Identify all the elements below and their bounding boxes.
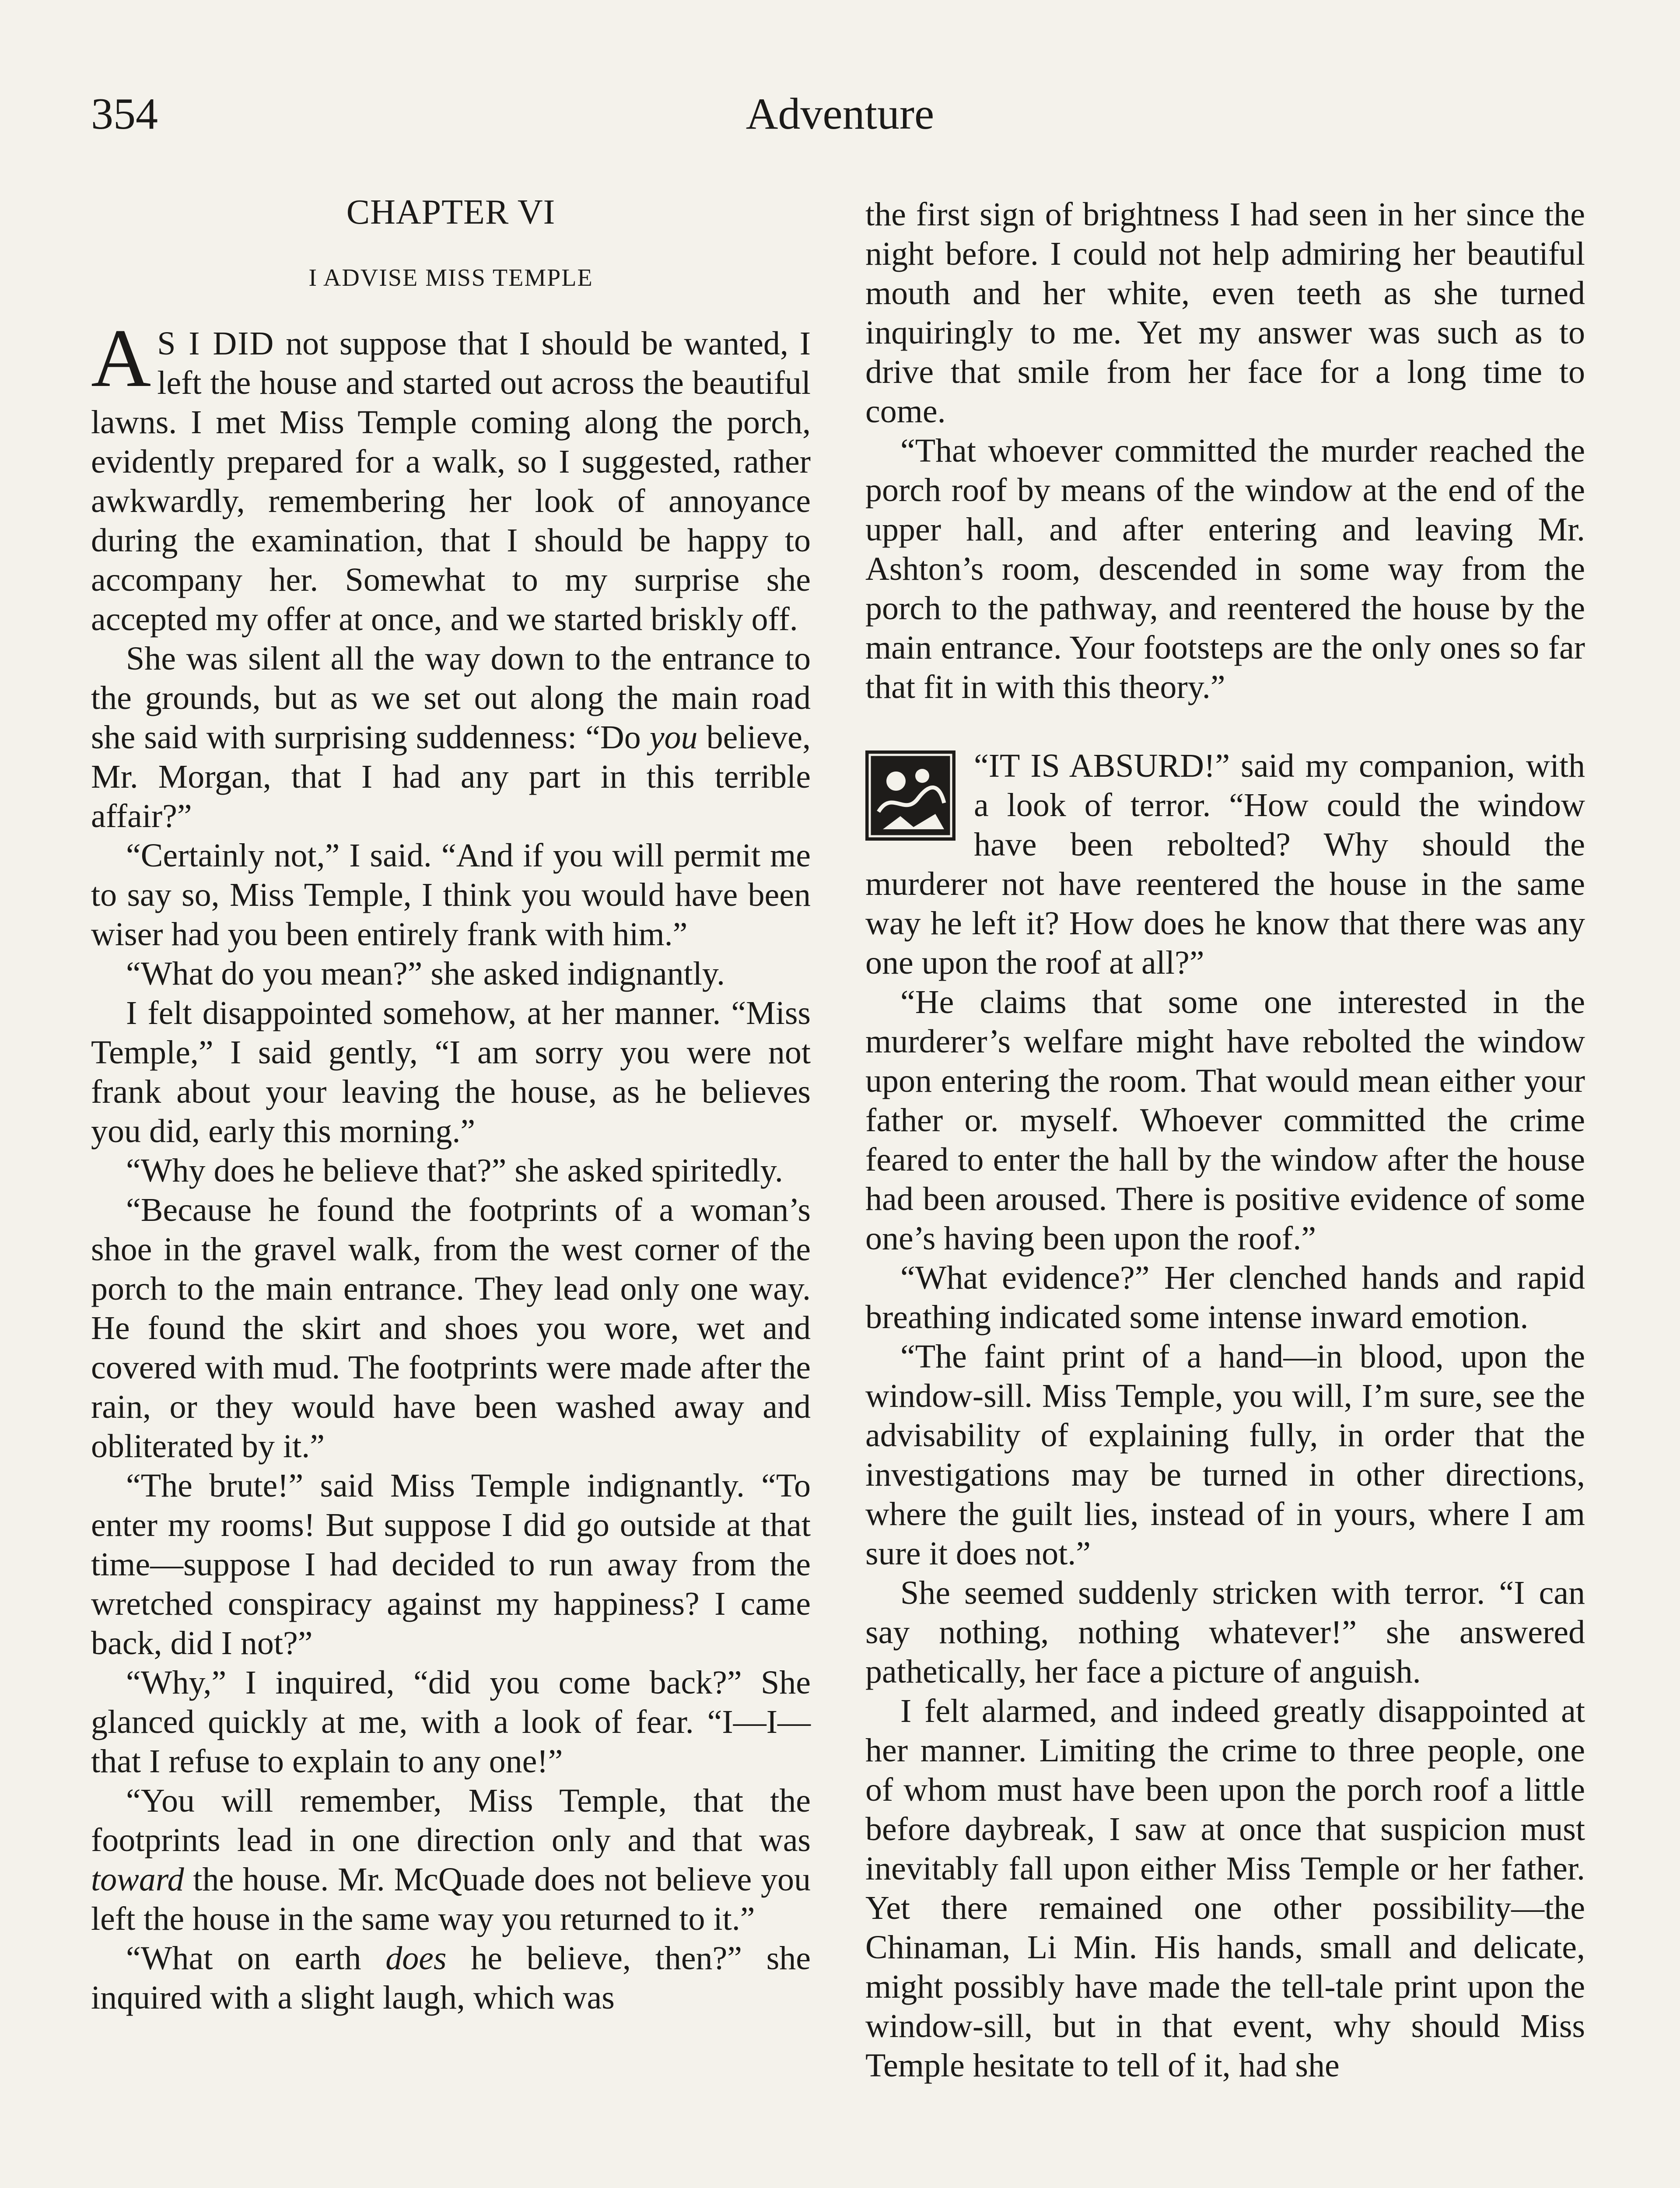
paragraph: “The faint print of a hand—in blood, upon the window-sill. Miss Temple, you will, I’m sure, see the advisability of explaining fully, in order that the investigations may be turned in other directions, where the guilt lies, instead of in yours, where I am sure it does not.”	[865, 1338, 1585, 1572]
emphasis-text: does	[385, 1940, 447, 1977]
paragraph: “What do you mean?” she asked indignantly.	[126, 955, 725, 992]
drop-cap: A	[91, 312, 151, 404]
right-column	[865, 195, 1585, 2085]
paragraph: “The brute!” said Miss Temple indignantly. “To enter my rooms! But suppose I did go outside at that time—suppose I had decided to run away from the wretched conspiracy against my happiness? I came back, did I not?”	[91, 1467, 811, 1662]
paragraph	[91, 1781, 811, 1939]
paragraph: “Certainly not,” I said. “And if you will permit me to say so, Miss Temple, I think you would have been wiser had you been entirely frank with him.”	[91, 837, 811, 953]
paragraph: I felt alarmed, and indeed greatly disappointed at her manner. Limiting the crime to three people, one of whom must have been upon the porch roof a little before daybreak, I saw at once that suspicion must inevitably fall upon either Miss Temple or her father. Yet there remained one other possibility—the Chinaman, Li Min. His hands, small and delicate, might possibly have made the tell-tale print upon the window-sill, but in that event, why should Miss Temple hesitate to tell of it, had she	[865, 1693, 1585, 2084]
paragraph: “Because he found the footprints of a woman’s shoe in the gravel walk, from the west corner of the porch to the main entrance. They lead only one way. He found the skirt and shoes you wore, wet and covered with mud. The footprints were made after the rain, or they would have been washed away and obliterated by it.”	[91, 1192, 811, 1465]
paragraph: “That whoever committed the murder reached the porch roof by means of the window at the end of the upper hall, and after entering and leaving Mr. Ashton’s room, descended in some way from the porch to the pathway, and reentered the house by the main entrance. Your footsteps are the only ones so far that fit in with this theory.”	[865, 432, 1585, 705]
section-break	[865, 707, 1585, 746]
paragraph	[91, 1939, 811, 2017]
paragraph-section-start	[865, 746, 1585, 982]
paragraph: She seemed suddenly stricken with terror. “I can say nothing, nothing whatever!” she answered pathetically, her face a picture of anguish.	[865, 1574, 1585, 1690]
opening-lead: S I DID	[157, 325, 275, 362]
paragraph-text: She was silent all the way down to the entrance to the grounds, but as we set out along the main road she said with surprising suddenness: “Do	[91, 640, 811, 756]
chapter-subtitle: I ADVISE MISS TEMPLE	[308, 264, 593, 291]
emphasis-text: you	[649, 719, 698, 756]
paragraph: “Why,” I inquired, “did you come back?” She glanced quickly at me, with a look of fear. “I—I—that I refuse to explain to any one!”	[91, 1664, 811, 1780]
paragraph-opening	[91, 312, 811, 639]
emphasis-text: toward	[91, 1861, 184, 1898]
paragraph: “What evidence?” Her clenched hands and rapid breathing indicated some intense inward emotion.	[865, 1259, 1585, 1336]
paragraph: the first sign of brightness I had seen in her since the night before. I could not help admiring her beautiful mouth and her white, even teeth as she turned inquiringly to me. Yet my answer was such as to drive that smile from her face for a long time to come.	[865, 196, 1585, 430]
paragraph-text: “IT IS ABSURD!” said my companion, with a look of terror. “How could the window have been rebolted? Why should the murderer not have reentered the house in the same way he left it? How does he know that there was any one upon the roof at all?”	[865, 747, 1585, 981]
paragraph-text: believe, Mr. Morgan, that I had any part in this terrible affair?”	[91, 719, 811, 835]
paragraph-text: “You will remember, Miss Temple, that the footprints lead in one direction only and that was	[91, 1782, 811, 1858]
paragraph: “Why does he believe that?” she asked spiritedly.	[126, 1152, 783, 1189]
paragraph	[91, 639, 811, 836]
decorative-ornament-icon	[865, 750, 956, 841]
left-column	[91, 193, 811, 2017]
chapter-title: CHAPTER VI	[346, 193, 556, 231]
paragraph-text: he believe, then?” she inquired with a slight laugh, which was	[91, 1940, 811, 2016]
page-number: 354	[91, 89, 158, 139]
paragraph-text: “What on earth	[126, 1940, 386, 1977]
paragraph-text: the house. Mr. McQuade does not believe you left the house in the same way you returned to it.”	[91, 1861, 811, 1937]
opening-text: not suppose that I should be wanted, I left the house and started out across the beautiful lawns. I met Miss Temple coming along the porch, evidently prepared for a walk, so I suggested, rather awkwardly, remembering her look of annoyance during the examination, that I should be happy to accompany her. Somewhat to my surprise she accepted my offer at once, and we started briskly off.	[91, 325, 811, 638]
paragraph: “He claims that some one interested in the murderer’s welfare might have rebolted the window upon entering the room. That would mean either your father or. myself. Whoever committed the crime feared to enter the hall by the window after the house had been aroused. There is positive evidence of some one’s having been upon the roof.”	[865, 984, 1585, 1257]
paragraph: I felt disappointed somehow, at her manner. “Miss Temple,” I said gently, “I am sorry you were not frank about your leaving the house, as he believes you did, early this morning.”	[91, 995, 811, 1150]
running-head: Adventure	[746, 89, 934, 139]
